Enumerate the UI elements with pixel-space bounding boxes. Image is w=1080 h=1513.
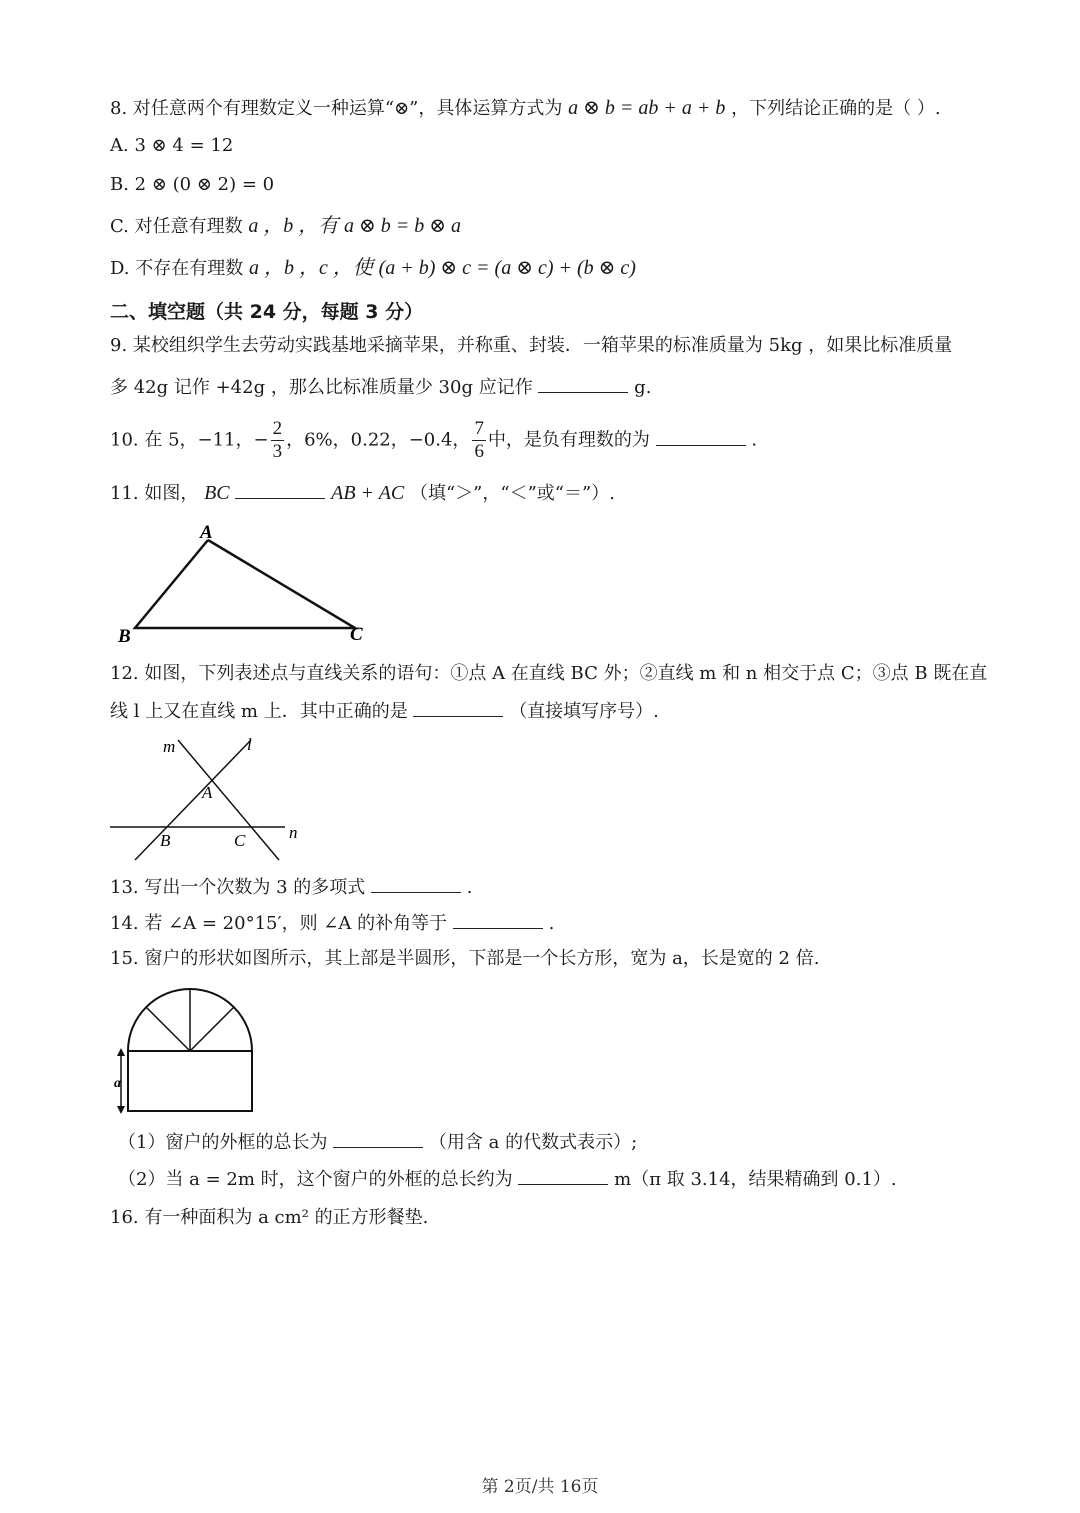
label-C: C — [234, 831, 246, 850]
q11-answer-blank[interactable] — [235, 478, 325, 499]
q8-option-c: C. 对任意有理数 a ，b ，有 a ⊗ b = b ⊗ a — [110, 215, 462, 237]
lines-figure — [105, 732, 315, 864]
label-m: m — [163, 737, 176, 756]
q12-line2: 线 l 上又在直线 m 上．其中正确的是 （直接填写序号）. — [110, 696, 659, 726]
q11-line: 11. 如图， BC AB + AC （填“＞”，“＜”或“＝”）. — [110, 478, 615, 508]
window-rectangle — [128, 1051, 252, 1111]
q8-option-b: B. 2 ⊗ (0 ⊗ 2) = 0 — [110, 174, 275, 195]
label-A: A — [200, 522, 213, 543]
triangle-figure — [110, 518, 380, 648]
label-B: B — [160, 831, 171, 850]
q8-stem-formula: a ⊗ b = ab + a + b — [568, 97, 726, 119]
triangle-abc — [135, 540, 355, 628]
section-heading: 二、填空题（共 24 分，每题 3 分） — [110, 301, 424, 323]
q12-line1: 12. 如图，下列表述点与直线关系的语句：①点 A 在直线 BC 外；②直线 m 和 n 相交于点 C；③点 B 既在直 — [110, 663, 988, 684]
q10-answer-blank[interactable] — [656, 425, 746, 446]
q12-answer-blank[interactable] — [413, 696, 503, 717]
q13-answer-blank[interactable] — [371, 872, 461, 893]
q15-part1-blank[interactable] — [333, 1127, 423, 1148]
q10-line: 10. 在 5，−11，− $\frac{2}{3}$ ，6%，0.22，−0.4̇， $\frac{7}{6}$ 中，是负有理数的为 . — [110, 418, 758, 462]
q9-line2: 多 42g 记作 +42g ，那么比标准质量少 30g 应记作 g. — [110, 372, 651, 402]
q13-line: 13. 写出一个次数为 3 的多项式 . — [110, 872, 472, 902]
q15-line: 15. 窗户的形状如图所示，其上部是半圆形，下部是一个长方形，宽为 a，长是宽的 2 倍. — [110, 948, 820, 969]
q15-part2-blank[interactable] — [518, 1164, 608, 1185]
q15-part1: （1）窗户的外框的总长为 （用含 a 的代数式表示）; — [118, 1127, 637, 1157]
q8-stem: 8. 对任意两个有理数定义一种运算“⊗”，具体运算方式为 a ⊗ b = ab + a + b ，下列结论正确的是（ ）. — [110, 97, 941, 119]
q9-line1: 9. 某校组织学生去劳动实践基地采摘苹果，并称重、封装．一箱苹果的标准质量为 5kg ，如果比标准质量 — [110, 335, 953, 356]
page-number: 第 2页/共 16页 — [481, 1477, 599, 1497]
window-figure — [110, 985, 260, 1115]
label-l: l — [247, 735, 252, 754]
q16-line: 16. 有一种面积为 a cm² 的正方形餐垫. — [110, 1207, 429, 1228]
q14-line: 14. 若 ∠A = 20°15′，则 ∠A 的补角等于 . — [110, 908, 554, 938]
q14-answer-blank[interactable] — [453, 908, 543, 929]
label-C: C — [350, 624, 363, 645]
q8-option-d: D. 不存在有理数 a ，b ，c ，使 (a + b) ⊗ c = (a ⊗ c) + (b ⊗ c) — [110, 257, 636, 279]
fraction-2-3: $\frac{2}{3}$ — [272, 418, 283, 462]
q15-part2: （2）当 a = 2m 时，这个窗户的外框的总长约为 m（π 取 3.14，结果精确到 0.1）. — [118, 1164, 897, 1194]
q8-option-a: A. 3 ⊗ 4 = 12 — [110, 135, 234, 156]
label-B: B — [118, 626, 131, 647]
fraction-7-6: $\frac{7}{6}$ — [474, 418, 484, 462]
label-n: n — [289, 823, 298, 842]
label-A: A — [202, 783, 213, 802]
q9-answer-blank[interactable] — [538, 372, 628, 393]
label-a: a — [114, 1076, 121, 1091]
